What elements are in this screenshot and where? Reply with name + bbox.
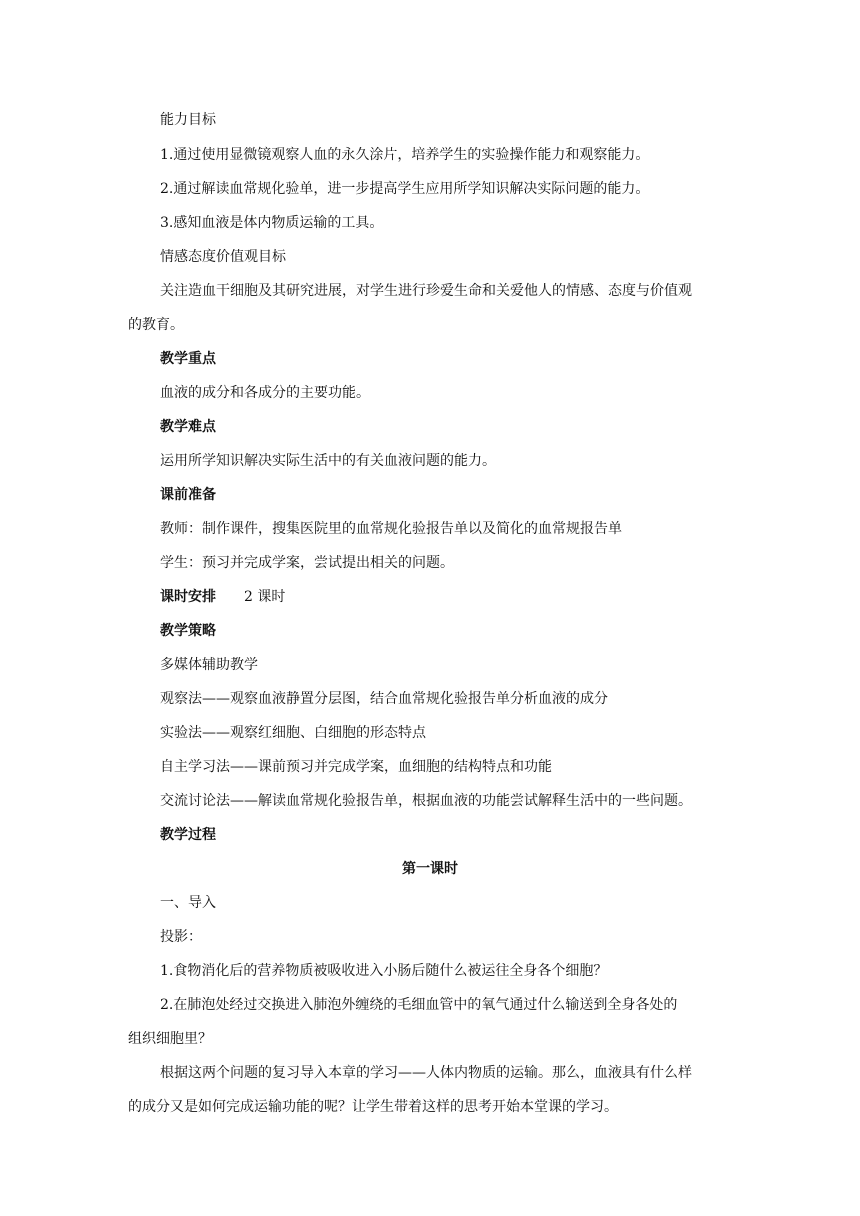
intro-paragraph-line-2: 的成分又是如何完成运输功能的呢？让学生带着这样的思考开始本堂课的学习。 xyxy=(128,1099,618,1115)
strategy-item-2: 观察法——观察血液静置分层图，结合血常规化验报告单分析血液的成分 xyxy=(160,691,608,707)
schedule-value: 2 课时 xyxy=(244,589,286,605)
strategy-item-1: 多媒体辅助教学 xyxy=(160,657,258,673)
process-heading: 教学过程 xyxy=(160,827,216,843)
strategy-item-3: 实验法——观察红细胞、白细胞的形态特点 xyxy=(160,725,426,741)
schedule-label: 课时安排 xyxy=(160,589,216,605)
question-2-line-1: 2.在肺泡处经过交换进入肺泡外缠绕的毛细血管中的氧气通过什么输送到全身各处的 xyxy=(160,997,678,1013)
preparation-student: 学生：预习并完成学案，尝试提出相关的问题。 xyxy=(160,555,454,571)
preparation-heading: 课前准备 xyxy=(160,487,216,503)
emotion-text-line-1: 关注造血干细胞及其研究进展，对学生进行珍爱生命和关爱他人的情感、态度与价值观 xyxy=(160,283,692,299)
preparation-teacher: 教师：制作课件，搜集医院里的血常规化验报告单以及简化的血常规报告单 xyxy=(160,521,622,537)
key-points-text: 血液的成分和各成分的主要功能。 xyxy=(160,385,370,401)
difficult-points-heading: 教学难点 xyxy=(160,419,216,435)
emotion-text-line-2: 的教育。 xyxy=(128,317,184,333)
section-intro-heading: 一、导入 xyxy=(160,895,216,911)
projection-label: 投影： xyxy=(160,929,202,945)
ability-item-1: 1.通过使用显微镜观察人血的永久涂片，培养学生的实验操作能力和观察能力。 xyxy=(160,147,650,163)
question-2-line-2: 组织细胞里？ xyxy=(128,1031,212,1047)
strategy-heading: 教学策略 xyxy=(160,623,216,639)
key-points-heading: 教学重点 xyxy=(160,351,216,367)
ability-item-3: 3.感知血液是体内物质运输的工具。 xyxy=(160,215,384,231)
strategy-item-4: 自主学习法——课前预习并完成学案，血细胞的结构特点和功能 xyxy=(160,759,552,775)
lesson-title: 第一课时 xyxy=(402,861,458,877)
strategy-item-5: 交流讨论法——解读血常规化验报告单，根据血液的功能尝试解释生活中的一些问题。 xyxy=(160,793,692,809)
schedule-line xyxy=(128,587,732,607)
intro-paragraph-line-1: 根据这两个问题的复习导入本章的学习——人体内物质的运输。那么，血液具有什么样 xyxy=(160,1065,692,1081)
emotion-heading: 情感态度价值观目标 xyxy=(160,249,286,265)
ability-heading: 能力目标 xyxy=(160,112,216,128)
ability-item-2: 2.通过解读血常规化验单，进一步提高学生应用所学知识解决实际问题的能力。 xyxy=(160,181,650,197)
question-1: 1.食物消化后的营养物质被吸收进入小肠后随什么被运往全身各个细胞？ xyxy=(160,963,608,979)
difficult-points-text: 运用所学知识解决实际生活中的有关血液问题的能力。 xyxy=(160,453,496,469)
